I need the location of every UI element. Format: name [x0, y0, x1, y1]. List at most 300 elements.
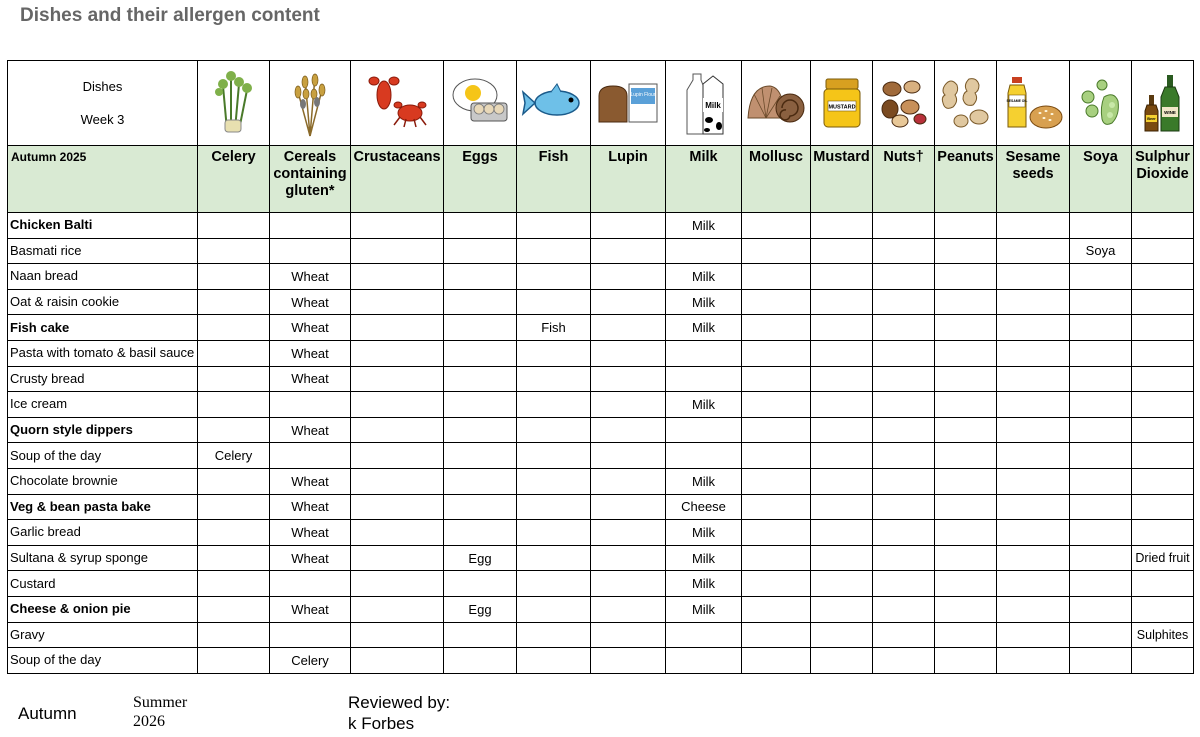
allergen-cell	[1132, 494, 1194, 520]
allergen-cell	[517, 571, 591, 597]
allergen-cell	[742, 340, 811, 366]
icon-cell-sesame	[997, 61, 1070, 146]
allergen-cell	[198, 417, 270, 443]
allergen-cell	[270, 443, 351, 469]
allergen-cell	[351, 648, 444, 674]
icon-cell-lupin	[591, 61, 666, 146]
dish-name: Custard	[8, 571, 198, 597]
allergen-cell	[873, 238, 935, 264]
allergen-cell: Celery	[198, 443, 270, 469]
allergen-cell	[742, 596, 811, 622]
allergen-cell	[198, 340, 270, 366]
milk-carton-label: Milk	[704, 101, 721, 110]
allergen-cell	[591, 596, 666, 622]
allergen-label-soya: Soya	[1070, 146, 1132, 213]
allergen-cell	[742, 520, 811, 546]
allergen-cell	[1070, 622, 1132, 648]
allergen-cell	[873, 417, 935, 443]
dish-row	[8, 417, 1194, 443]
allergen-cell	[591, 213, 666, 239]
allergen-cell	[811, 648, 873, 674]
footer-next-season	[133, 693, 187, 731]
allergen-cell	[517, 340, 591, 366]
dish-name: Naan bread	[8, 264, 198, 290]
allergen-cell	[811, 443, 873, 469]
allergen-cell: Fish	[517, 315, 591, 341]
allergen-cell	[742, 443, 811, 469]
allergen-cell	[517, 468, 591, 494]
allergen-cell	[591, 289, 666, 315]
allergen-cell	[666, 443, 742, 469]
dish-row	[8, 264, 1194, 290]
allergen-cell	[873, 494, 935, 520]
dish-row	[8, 468, 1194, 494]
allergen-cell	[198, 622, 270, 648]
allergen-cell	[742, 264, 811, 290]
allergen-cell	[997, 213, 1070, 239]
allergen-label-mustard: Mustard	[811, 146, 873, 213]
allergen-cell	[742, 366, 811, 392]
allergen-cell	[1132, 366, 1194, 392]
allergen-cell	[351, 622, 444, 648]
allergen-cell	[997, 315, 1070, 341]
allergen-cell	[666, 648, 742, 674]
allergen-cell	[935, 340, 997, 366]
allergen-cell	[1132, 289, 1194, 315]
allergen-cell	[873, 520, 935, 546]
dish-name: Soup of the day	[8, 648, 198, 674]
allergen-label-fish: Fish	[517, 146, 591, 213]
allergen-cell	[198, 596, 270, 622]
allergen-cell	[1132, 443, 1194, 469]
allergen-cell	[198, 494, 270, 520]
dish-name: Soup of the day	[8, 443, 198, 469]
allergen-cell	[742, 289, 811, 315]
allergen-cell	[997, 648, 1070, 674]
allergen-cell	[935, 238, 997, 264]
allergen-cell	[1070, 340, 1132, 366]
mustard-icon	[820, 75, 864, 131]
allergen-label-celery: Celery	[198, 146, 270, 213]
peanuts-icon	[939, 75, 993, 131]
allergen-cell	[1132, 238, 1194, 264]
allergen-label-row	[8, 146, 1194, 213]
allergen-cell	[935, 443, 997, 469]
dish-name: Chocolate brownie	[8, 468, 198, 494]
allergen-cell	[935, 545, 997, 571]
allergen-cell	[997, 264, 1070, 290]
allergen-cell	[1070, 392, 1132, 418]
soya-icon	[1076, 75, 1126, 131]
allergen-cell: Dried fruit	[1132, 545, 1194, 571]
dish-name: Quorn style dippers	[8, 417, 198, 443]
allergen-cell	[517, 545, 591, 571]
allergen-cell	[444, 315, 517, 341]
allergen-cell	[444, 417, 517, 443]
allergen-cell: Milk	[666, 468, 742, 494]
allergen-cell	[198, 213, 270, 239]
dish-row	[8, 622, 1194, 648]
beer-bottle-label: Beer	[1146, 117, 1156, 121]
reviewed-by-label: Reviewed by:	[348, 693, 451, 712]
allergen-cell	[1132, 213, 1194, 239]
allergen-cell	[811, 571, 873, 597]
allergen-cell	[666, 238, 742, 264]
dish-row	[8, 596, 1194, 622]
allergen-cell	[517, 443, 591, 469]
allergen-cell	[811, 520, 873, 546]
allergen-cell: Egg	[444, 596, 517, 622]
icon-cell-fish	[517, 61, 591, 146]
allergen-cell: Milk	[666, 520, 742, 546]
footer-season: Autumn	[18, 704, 77, 723]
reviewer-name: k Forbes	[348, 714, 415, 733]
allergen-cell	[198, 468, 270, 494]
allergen-cell	[811, 238, 873, 264]
allergen-cell	[351, 596, 444, 622]
allergen-cell	[997, 622, 1070, 648]
allergen-cell	[666, 417, 742, 443]
milk-icon	[679, 70, 729, 136]
allergen-cell	[591, 468, 666, 494]
icon-cell-crustaceans	[351, 61, 444, 146]
allergen-cell: Wheat	[270, 545, 351, 571]
allergen-cell	[873, 366, 935, 392]
allergen-cell: Milk	[666, 545, 742, 571]
allergen-cell	[935, 596, 997, 622]
allergen-cell	[270, 392, 351, 418]
allergen-cell	[873, 213, 935, 239]
allergen-cell: Milk	[666, 315, 742, 341]
allergen-cell	[935, 520, 997, 546]
allergen-cell	[811, 315, 873, 341]
allergen-cell	[1132, 315, 1194, 341]
allergen-cell	[517, 494, 591, 520]
allergen-cell	[198, 366, 270, 392]
allergen-cell	[997, 596, 1070, 622]
allergen-cell	[873, 264, 935, 290]
sesame-icon	[1002, 75, 1064, 131]
allergen-cell	[811, 417, 873, 443]
allergen-label-eggs: Eggs	[444, 146, 517, 213]
allergen-cell	[1070, 596, 1132, 622]
allergen-cell	[198, 648, 270, 674]
eggs-icon	[449, 75, 511, 131]
allergen-cell	[198, 545, 270, 571]
allergen-cell	[351, 264, 444, 290]
allergen-cell	[935, 315, 997, 341]
allergen-cell	[517, 648, 591, 674]
allergen-cell: Wheat	[270, 417, 351, 443]
dish-name: Sultana & syrup sponge	[8, 545, 198, 571]
allergen-label-sulphur-dioxide: Sulphur Dioxide	[1132, 146, 1194, 213]
lupin-icon	[595, 80, 661, 126]
dish-row	[8, 443, 1194, 469]
allergen-cell	[444, 468, 517, 494]
allergen-cell	[997, 238, 1070, 264]
allergen-cell	[1070, 443, 1132, 469]
allergen-cell	[591, 494, 666, 520]
allergen-cell	[517, 213, 591, 239]
icon-cell-mustard	[811, 61, 873, 146]
allergen-cell	[517, 596, 591, 622]
allergen-cell	[517, 264, 591, 290]
allergen-cell: Wheat	[270, 596, 351, 622]
allergen-cell	[444, 392, 517, 418]
allergen-cell	[811, 340, 873, 366]
allergen-cell	[742, 417, 811, 443]
allergen-cell: Milk	[666, 596, 742, 622]
allergen-cell	[997, 417, 1070, 443]
allergen-cell	[351, 340, 444, 366]
allergen-cell	[1070, 494, 1132, 520]
allergen-cell	[997, 520, 1070, 546]
allergen-label-nuts: Nuts†	[873, 146, 935, 213]
sesame-bottle-label: SESAME OIL	[1006, 99, 1028, 103]
allergen-cell: Wheat	[270, 289, 351, 315]
allergen-cell	[517, 238, 591, 264]
icon-cell-soya	[1070, 61, 1132, 146]
dish-row	[8, 315, 1194, 341]
allergen-cell	[873, 392, 935, 418]
allergen-cell	[591, 340, 666, 366]
allergen-cell	[351, 417, 444, 443]
allergen-cell	[811, 366, 873, 392]
allergen-cell	[517, 622, 591, 648]
allergen-cell	[1132, 392, 1194, 418]
allergen-cell	[811, 494, 873, 520]
dish-row	[8, 545, 1194, 571]
allergen-cell	[1132, 520, 1194, 546]
allergen-cell	[198, 238, 270, 264]
allergen-cell: Wheat	[270, 340, 351, 366]
allergen-table	[7, 60, 1194, 674]
allergen-cell	[270, 571, 351, 597]
dish-name: Chicken Balti	[8, 213, 198, 239]
wheat-icon	[285, 68, 335, 138]
allergen-cell	[997, 443, 1070, 469]
allergen-cell	[351, 494, 444, 520]
allergen-cell	[935, 468, 997, 494]
celery-icon	[209, 68, 259, 138]
dish-name: Veg & bean pasta bake	[8, 494, 198, 520]
dish-rows	[8, 213, 1194, 674]
allergen-cell	[591, 571, 666, 597]
dish-row	[8, 571, 1194, 597]
nuts-icon	[878, 75, 930, 131]
fish-icon	[521, 78, 587, 128]
allergen-label-peanuts: Peanuts	[935, 146, 997, 213]
allergen-cell	[591, 622, 666, 648]
allergen-label-milk: Milk	[666, 146, 742, 213]
dish-name: Fish cake	[8, 315, 198, 341]
allergen-cell	[1132, 648, 1194, 674]
allergen-cell	[1070, 417, 1132, 443]
allergen-cell	[351, 545, 444, 571]
allergen-cell	[811, 392, 873, 418]
dish-name: Crusty bread	[8, 366, 198, 392]
lupin-pack-label: Lupin Flour	[630, 92, 656, 98]
allergen-cell	[811, 596, 873, 622]
allergen-cell	[591, 238, 666, 264]
allergen-cell	[351, 213, 444, 239]
allergen-cell	[351, 571, 444, 597]
dish-row	[8, 648, 1194, 674]
allergen-cell	[351, 443, 444, 469]
allergen-cell	[591, 545, 666, 571]
dish-row	[8, 494, 1194, 520]
sulphur-dioxide-icon	[1143, 73, 1183, 133]
allergen-cell	[935, 392, 997, 418]
allergen-cell	[517, 289, 591, 315]
allergen-cell: Wheat	[270, 494, 351, 520]
allergen-cell	[935, 494, 997, 520]
icon-cell-mollusc	[742, 61, 811, 146]
allergen-cell	[351, 366, 444, 392]
allergen-cell	[444, 494, 517, 520]
dishes-heading-line2: Week 3	[80, 112, 125, 127]
allergen-cell	[1070, 366, 1132, 392]
crustaceans-icon	[366, 73, 428, 133]
dish-row	[8, 213, 1194, 239]
mustard-jar-label: MUSTARD	[827, 104, 856, 111]
allergen-cell	[351, 520, 444, 546]
allergen-cell	[935, 417, 997, 443]
allergen-cell: Wheat	[270, 366, 351, 392]
allergen-cell	[444, 622, 517, 648]
allergen-cell	[997, 571, 1070, 597]
season-label: Autumn 2025	[8, 146, 198, 213]
allergen-cell	[444, 366, 517, 392]
dish-row	[8, 366, 1194, 392]
icon-cell-eggs	[444, 61, 517, 146]
allergen-cell	[811, 468, 873, 494]
allergen-cell	[444, 238, 517, 264]
allergen-cell	[591, 443, 666, 469]
allergen-cell	[935, 648, 997, 674]
footer-next-season-line1: Summer	[133, 694, 188, 711]
allergen-cell	[742, 238, 811, 264]
allergen-cell	[997, 366, 1070, 392]
allergen-cell	[935, 366, 997, 392]
icon-cell-celery	[198, 61, 270, 146]
allergen-cell	[270, 213, 351, 239]
dish-row	[8, 392, 1194, 418]
allergen-cell	[666, 340, 742, 366]
allergen-cell: Wheat	[270, 520, 351, 546]
allergen-cell	[351, 315, 444, 341]
allergen-cell: Celery	[270, 648, 351, 674]
allergen-cell	[997, 340, 1070, 366]
allergen-cell	[517, 520, 591, 546]
allergen-cell	[517, 366, 591, 392]
allergen-cell	[1070, 545, 1132, 571]
allergen-cell	[742, 315, 811, 341]
allergen-cell	[1132, 468, 1194, 494]
allergen-cell: Wheat	[270, 264, 351, 290]
allergen-cell	[444, 289, 517, 315]
footer-next-season-line2: 2026	[133, 713, 165, 730]
allergen-cell	[198, 520, 270, 546]
allergen-cell	[873, 315, 935, 341]
allergen-label-sesame: Sesame seeds	[997, 146, 1070, 213]
dish-row	[8, 289, 1194, 315]
allergen-cell	[742, 213, 811, 239]
allergen-cell	[517, 392, 591, 418]
allergen-cell	[742, 494, 811, 520]
allergen-cell	[351, 468, 444, 494]
allergen-cell	[1070, 648, 1132, 674]
allergen-cell	[591, 315, 666, 341]
allergen-cell	[742, 545, 811, 571]
allergen-cell	[198, 315, 270, 341]
allergen-cell	[517, 417, 591, 443]
allergen-cell	[198, 392, 270, 418]
allergen-cell	[873, 622, 935, 648]
allergen-cell	[1070, 468, 1132, 494]
allergen-cell	[873, 289, 935, 315]
dish-name: Pasta with tomato & basil sauce	[8, 340, 198, 366]
allergen-cell	[1132, 596, 1194, 622]
allergen-cell	[935, 289, 997, 315]
allergen-label-mollusc: Mollusc	[742, 146, 811, 213]
dish-name: Ice cream	[8, 392, 198, 418]
allergen-cell: Sulphites	[1132, 622, 1194, 648]
footer-review	[348, 692, 450, 734]
allergen-cell: Soya	[1070, 238, 1132, 264]
allergen-cell	[935, 264, 997, 290]
allergen-cell	[997, 494, 1070, 520]
dish-name: Cheese & onion pie	[8, 596, 198, 622]
allergen-cell: Egg	[444, 545, 517, 571]
allergen-cell: Milk	[666, 264, 742, 290]
allergen-cell: Wheat	[270, 468, 351, 494]
allergen-cell	[444, 340, 517, 366]
page-title: Dishes and their allergen content	[20, 5, 320, 26]
allergen-cell	[591, 366, 666, 392]
allergen-cell: Milk	[666, 392, 742, 418]
allergen-label-gluten: Cereals containing gluten*	[270, 146, 351, 213]
allergen-cell	[873, 340, 935, 366]
icon-cell-nuts	[873, 61, 935, 146]
allergen-cell	[873, 648, 935, 674]
allergen-cell	[1070, 289, 1132, 315]
allergen-cell	[1070, 315, 1132, 341]
allergen-cell	[1132, 571, 1194, 597]
allergen-cell: Milk	[666, 289, 742, 315]
allergen-cell	[1070, 213, 1132, 239]
allergen-cell	[1070, 264, 1132, 290]
allergen-cell	[811, 213, 873, 239]
allergen-cell	[591, 520, 666, 546]
icon-cell-peanuts	[935, 61, 997, 146]
allergen-cell	[444, 520, 517, 546]
allergen-cell	[666, 622, 742, 648]
allergen-cell	[811, 289, 873, 315]
allergen-cell	[198, 264, 270, 290]
allergen-cell	[742, 392, 811, 418]
dish-name: Oat & raisin cookie	[8, 289, 198, 315]
allergen-cell	[997, 545, 1070, 571]
icon-cell-milk	[666, 61, 742, 146]
allergen-cell	[444, 648, 517, 674]
allergen-cell	[1132, 264, 1194, 290]
allergen-cell	[198, 571, 270, 597]
dish-row	[8, 238, 1194, 264]
allergen-cell	[873, 571, 935, 597]
dish-row	[8, 340, 1194, 366]
allergen-cell	[351, 238, 444, 264]
